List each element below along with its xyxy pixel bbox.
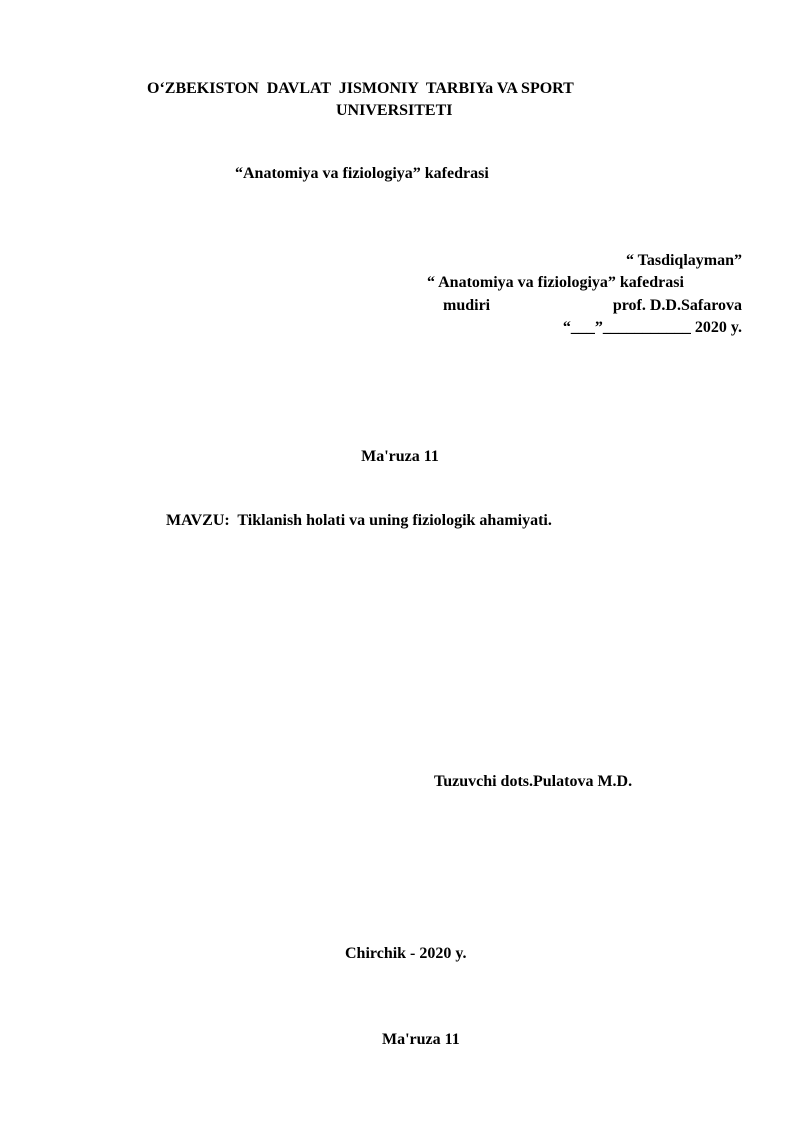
author-line bbox=[434, 771, 632, 792]
lecture-number: Ma'ruza 11 bbox=[361, 448, 439, 465]
approval-heading: “ Tasdiqlayman” bbox=[625, 252, 742, 269]
approval-head-label: mudiri bbox=[443, 297, 491, 314]
place-year: Chirchik - 2020 y. bbox=[345, 945, 467, 962]
next-lecture-number: Ma'ruza 11 bbox=[382, 1031, 460, 1048]
department-name: “Anatomiya va fiziologiya” kafedrasi bbox=[235, 165, 489, 182]
approval-date-line: “___”___________ 2020 y. bbox=[562, 319, 742, 336]
author-label: Tuzuvchi bbox=[434, 773, 497, 790]
author-name: dots.Pulatova M.D. bbox=[500, 773, 633, 790]
university-name-line1: O‘ZBEKISTON DAVLAT JISMONIY TARBIYa VA SPORT bbox=[147, 80, 574, 97]
topic-label: MAVZU: bbox=[166, 512, 230, 529]
topic-text: Tiklanish holati va uning fiziologik ahamiyati. bbox=[237, 512, 552, 529]
lecture-topic bbox=[166, 510, 552, 531]
university-name-line2: UNIVERSITETI bbox=[336, 102, 453, 119]
approval-department: “ Anatomiya va fiziologiya” kafedrasi bbox=[427, 274, 684, 291]
approval-head-name: prof. D.D.Safarova bbox=[612, 297, 742, 314]
